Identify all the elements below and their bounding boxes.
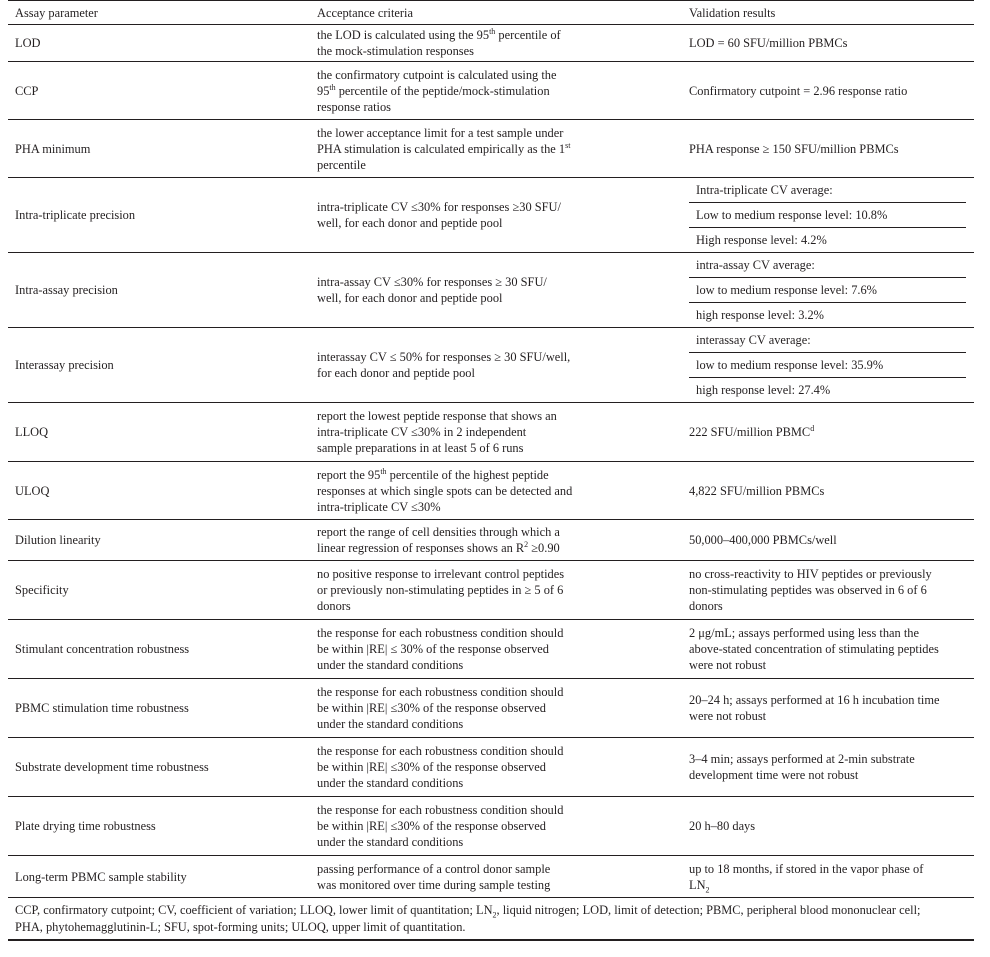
row-long-term-pbmc-sample-stability <box>8 856 974 898</box>
criteria-cell <box>310 520 682 561</box>
criteria-text: no positive response to irrelevant control peptides <box>317 567 565 581</box>
criteria-cell <box>310 561 682 620</box>
criteria-text: report the lowest peptide response that shows an <box>317 409 557 423</box>
param-cell: Stimulant concentration robustness <box>8 620 310 679</box>
criteria-text: the response for each robustness condition should <box>317 803 564 817</box>
row-ccp <box>8 62 974 120</box>
criteria-text: percentile of the highest peptide <box>386 467 549 482</box>
table-footnote <box>8 902 974 941</box>
criteria-text: responses at which single spots can be detected and <box>317 483 573 498</box>
header-assay-parameter: Assay parameter <box>8 1 310 25</box>
criteria-text: the response for each robustness condition should <box>317 685 564 699</box>
criteria-text: well, for each donor and peptide pool <box>317 216 503 230</box>
result-cell: 4,822 SFU/million PBMCs <box>682 462 974 520</box>
result-text: donors <box>689 599 723 613</box>
result-text: 2 μg/mL; assays performed using less than the <box>689 626 919 640</box>
criteria-text: percentile of <box>495 28 561 42</box>
row-substrate-development-time-robustness <box>8 738 974 797</box>
criteria-cell <box>310 253 682 328</box>
result-cell <box>682 178 974 253</box>
result-line: interassay CV average: <box>696 333 811 347</box>
param-cell: Dilution linearity <box>8 520 310 561</box>
row-intra-triplicate-precision <box>8 178 974 253</box>
param-cell: Long-term PBMC sample stability <box>8 856 310 898</box>
criteria-cell <box>310 403 682 462</box>
row-dilution-linearity <box>8 520 974 561</box>
criteria-cell <box>310 856 682 898</box>
param-cell: Specificity <box>8 561 310 620</box>
criteria-text: report the 95 <box>317 467 381 482</box>
result-cell: PHA response ≥ 150 SFU/million PBMCs <box>682 120 974 178</box>
criteria-text: be within |RE| ≤30% of the response observed <box>317 701 546 715</box>
param-cell: Substrate development time robustness <box>8 738 310 797</box>
criteria-text: intra-triplicate CV ≤30% <box>317 499 441 514</box>
result-text: 222 SFU/million PBMC <box>689 425 811 439</box>
criteria-text: be within |RE| ≤30% of the response observed <box>317 760 546 774</box>
result-text: were not robust <box>689 709 767 723</box>
criteria-text: the response for each robustness condition should <box>317 626 564 640</box>
result-line: Low to medium response level: 10.8% <box>689 202 966 227</box>
criteria-text: well, for each donor and peptide pool <box>317 291 503 305</box>
result-text: no cross-reactivity to HIV peptides or previously <box>689 567 932 581</box>
criteria-text: the mock-stimulation responses <box>317 44 474 58</box>
result-line: Intra-triplicate CV average: <box>696 183 833 197</box>
criteria-text: passing performance of a control donor sample <box>317 861 551 876</box>
footnote-text: PHA, phytohemagglutinin-L; SFU, spot-forming units; ULOQ, upper limit of quantitation. <box>15 920 466 934</box>
result-cell <box>682 403 974 462</box>
result-cell: Confirmatory cutpoint = 2.96 response ratio <box>682 62 974 120</box>
param-cell: PHA minimum <box>8 120 310 178</box>
result-text: were not robust <box>689 658 767 672</box>
criteria-text: PHA stimulation is calculated empirically as the 1 <box>317 141 566 156</box>
criteria-text: donors <box>317 599 351 613</box>
row-pbmc-stimulation-time-robustness <box>8 679 974 738</box>
param-cell: LOD <box>8 25 310 62</box>
superscript: st <box>565 140 571 150</box>
result-line: high response level: 27.4% <box>689 377 966 402</box>
footnote-marker: d <box>810 423 815 433</box>
result-text: development time were not robust <box>689 768 859 782</box>
row-stimulant-concentration-robustness <box>8 620 974 679</box>
row-lod <box>8 25 974 62</box>
criteria-text: under the standard conditions <box>317 776 464 790</box>
subscript: 2 <box>492 910 497 920</box>
result-cell <box>682 328 974 403</box>
superscript: 2 <box>524 539 529 549</box>
result-text: LN <box>689 877 706 892</box>
result-text: above-stated concentration of stimulating peptides <box>689 642 939 656</box>
criteria-text: under the standard conditions <box>317 835 464 849</box>
header-acceptance-criteria: Acceptance criteria <box>310 1 682 25</box>
criteria-text: interassay CV ≤ 50% for responses ≥ 30 SFU/well, <box>317 350 571 364</box>
validation-table <box>8 0 974 898</box>
result-cell: 20 h–80 days <box>682 797 974 856</box>
param-cell: LLOQ <box>8 403 310 462</box>
result-cell: 50,000–400,000 PBMCs/well <box>682 520 974 561</box>
row-specificity <box>8 561 974 620</box>
result-cell <box>682 620 974 679</box>
param-cell: ULOQ <box>8 462 310 520</box>
param-cell: Intra-assay precision <box>8 253 310 328</box>
result-text: 20–24 h; assays performed at 16 h incubation time <box>689 693 940 707</box>
criteria-cell <box>310 462 682 520</box>
param-cell: Intra-triplicate precision <box>8 178 310 253</box>
param-cell: Interassay precision <box>8 328 310 403</box>
criteria-text: ≥0.90 <box>528 541 560 555</box>
criteria-cell <box>310 120 682 178</box>
row-uloq <box>8 462 974 520</box>
criteria-cell <box>310 620 682 679</box>
criteria-text: under the standard conditions <box>317 717 464 731</box>
subscript: 2 <box>705 884 710 894</box>
result-cell <box>682 856 974 898</box>
criteria-text: under the standard conditions <box>317 658 464 672</box>
header-row <box>8 1 974 25</box>
criteria-text: intra-assay CV ≤30% for responses ≥ 30 SFU/ <box>317 275 547 289</box>
criteria-text: the confirmatory cutpoint is calculated using the <box>317 67 557 82</box>
criteria-text: was monitored over time during sample testing <box>317 877 551 892</box>
criteria-cell <box>310 738 682 797</box>
criteria-text: intra-triplicate CV ≤30% in 2 independent <box>317 425 527 439</box>
criteria-text: sample preparations in at least 5 of 6 runs <box>317 441 524 455</box>
row-interassay-precision <box>8 328 974 403</box>
criteria-cell <box>310 679 682 738</box>
criteria-text: report the range of cell densities through which a <box>317 525 560 539</box>
result-cell <box>682 679 974 738</box>
criteria-text: or previously non-stimulating peptides in ≥ 5 of 6 <box>317 583 564 597</box>
superscript: th <box>489 26 496 36</box>
row-plate-drying-time-robustness <box>8 797 974 856</box>
criteria-text: for each donor and peptide pool <box>317 366 475 380</box>
superscript: th <box>329 82 336 92</box>
result-text: non-stimulating peptides was observed in 6 of 6 <box>689 583 927 597</box>
criteria-text: the lower acceptance limit for a test sample under <box>317 125 564 140</box>
criteria-text: response ratios <box>317 99 391 114</box>
result-line: high response level: 3.2% <box>689 302 966 327</box>
row-pha-minimum <box>8 120 974 178</box>
result-cell: LOD = 60 SFU/million PBMCs <box>682 25 974 62</box>
param-cell: PBMC stimulation time robustness <box>8 679 310 738</box>
criteria-cell <box>310 25 682 62</box>
criteria-text: the response for each robustness condition should <box>317 744 564 758</box>
criteria-text: be within |RE| ≤ 30% of the response observed <box>317 642 549 656</box>
footnote-text: CCP, confirmatory cutpoint; CV, coefficient of variation; LLOQ, lower limit of quantitation; LN <box>15 903 493 917</box>
result-cell <box>682 738 974 797</box>
criteria-text: percentile <box>317 157 366 172</box>
criteria-text: be within |RE| ≤30% of the response observed <box>317 819 546 833</box>
row-lloq <box>8 403 974 462</box>
criteria-cell <box>310 62 682 120</box>
result-line: low to medium response level: 7.6% <box>689 277 966 302</box>
criteria-text: percentile of the peptide/mock-stimulation <box>335 83 550 98</box>
result-text: up to 18 months, if stored in the vapor phase of <box>689 861 924 876</box>
header-validation-results: Validation results <box>682 1 974 25</box>
criteria-text: 95 <box>317 83 330 98</box>
result-line: intra-assay CV average: <box>696 258 815 272</box>
criteria-cell <box>310 328 682 403</box>
criteria-cell <box>310 178 682 253</box>
criteria-cell <box>310 797 682 856</box>
param-cell: CCP <box>8 62 310 120</box>
criteria-text: the LOD is calculated using the 95 <box>317 28 490 42</box>
result-text: 3–4 min; assays performed at 2-min substrate <box>689 752 915 766</box>
criteria-text: intra-triplicate CV ≤30% for responses ≥30 SFU/ <box>317 200 561 214</box>
result-line: High response level: 4.2% <box>689 227 966 252</box>
footnote-text: , liquid nitrogen; LOD, limit of detection; PBMC, peripheral blood mononuclear cell; <box>496 903 921 917</box>
row-intra-assay-precision <box>8 253 974 328</box>
criteria-text: linear regression of responses shows an R <box>317 541 525 555</box>
superscript: th <box>380 466 387 476</box>
result-cell <box>682 561 974 620</box>
result-cell <box>682 253 974 328</box>
param-cell: Plate drying time robustness <box>8 797 310 856</box>
result-line: low to medium response level: 35.9% <box>689 352 966 377</box>
